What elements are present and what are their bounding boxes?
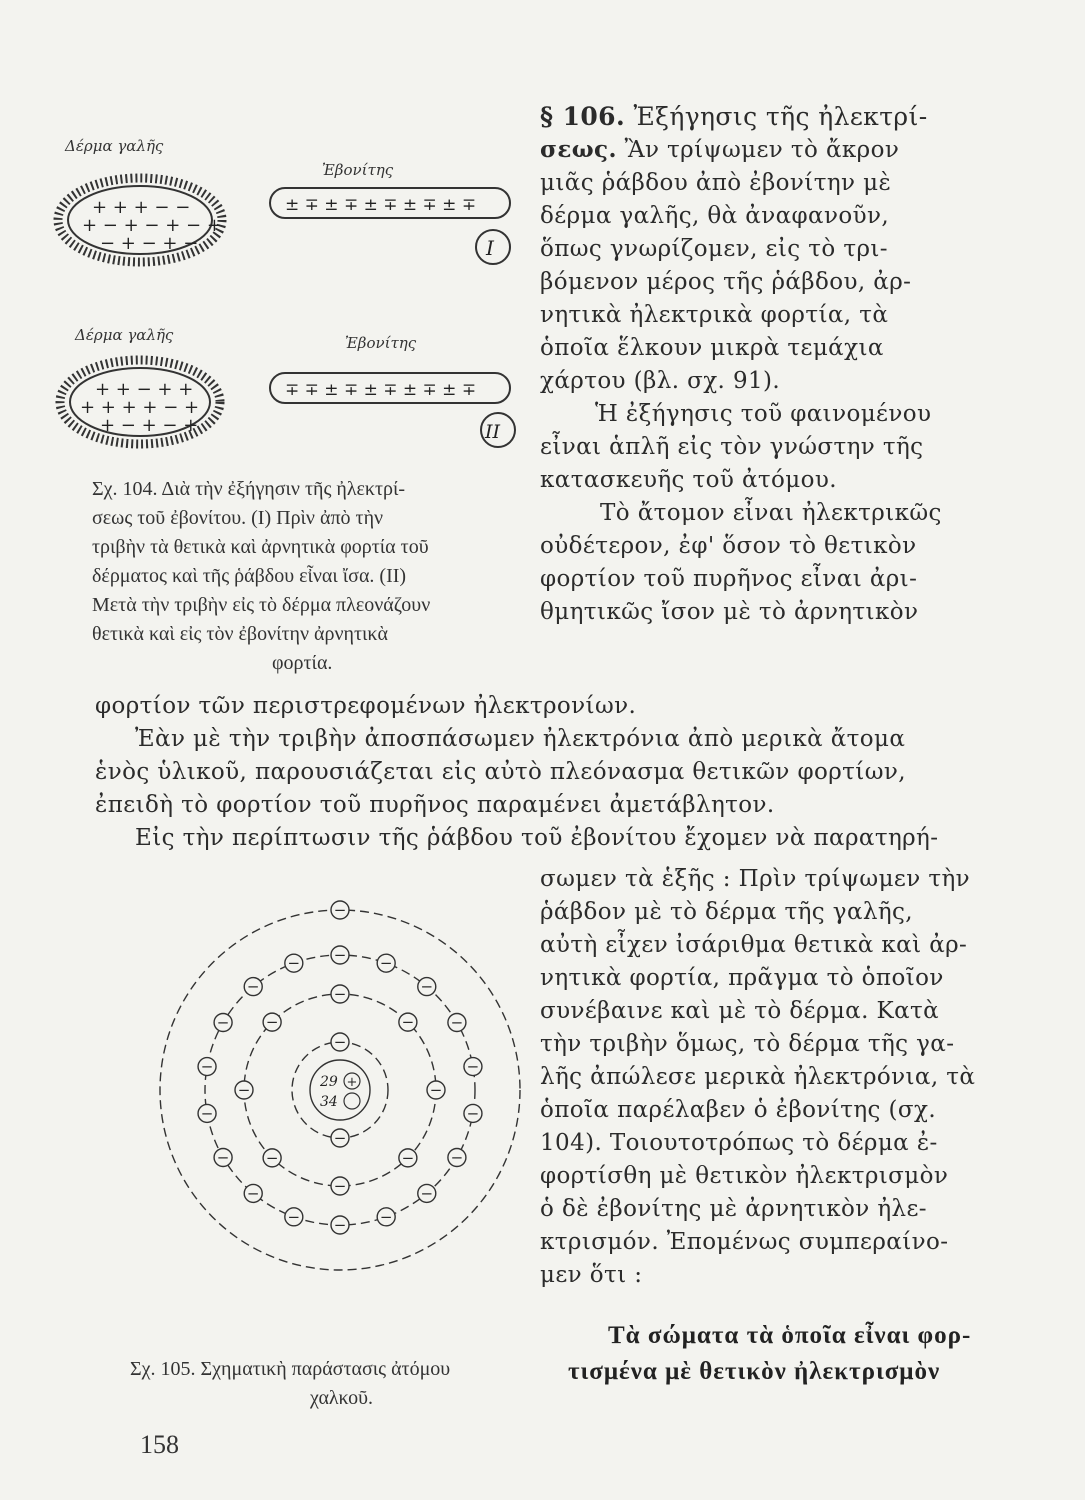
caption-line: Σχ. 104. Διὰ τὴν ἐξήγησιν τῆς ἠλεκτρί- [92,478,406,500]
svg-text:+ + − + +: + + − + + [95,379,194,400]
caption-line: δέρματος καὶ τῆς ῥάβδου εἶναι ἴσα. (II) [92,565,407,587]
electron-symbol: − [420,977,434,996]
paragraph-line: χάρτου (βλ. σχ. 91). [540,368,781,394]
fur-skin-2 [60,360,220,444]
electron-symbol: − [401,1013,415,1032]
caption-line: Σχ. 105. Σχηματικὴ παράστασις ἀτόμου [130,1358,451,1380]
paragraph-line: Ἐὰν μὲ τὴν τριβὴν ἀποσπάσωμεν ἠλεκτρόνια ἀπὸ μερικὰ ἄτομα [135,726,906,752]
paragraph-line: οὐδέτερον, ἐφ' ὅσον τὸ θετικὸν [540,533,917,559]
figure-105-caption [130,1355,580,1413]
paragraph-line: αὐτὴ εἶχεν ἰσάριθμα θετικὰ καὶ ἀρ- [540,932,968,958]
paragraph-line: Ἡ ἐξήγησις τοῦ φαινομένου [595,401,932,427]
section-title-part1: Ἐξήγησις τῆς ἠλεκτρί- [633,102,928,131]
electron-symbol: − [401,1148,415,1167]
electron-symbol: − [333,1216,347,1234]
section-title-part2: σεως. [540,136,617,163]
electron-symbol: − [429,1081,443,1099]
nucleus [310,1060,370,1120]
electron-symbol: − [265,1148,279,1167]
ebonite-rod-1 [270,188,510,218]
paragraph-line: βόμενον μέρος τῆς ῥάβδου, ἀρ- [540,269,912,295]
svg-text:I: I [486,236,494,260]
roman-numeral-2 [481,413,515,447]
paragraph-line: ἑνὸς ὑλικοῦ, παρουσιάζεται εἰς αὐτὸ πλεόνασμα θετικῶν φορτίων, [95,759,906,785]
paragraph-line: τὴν τριβὴν ὅμως, τὸ δέρμα τῆς γα- [540,1031,955,1057]
bold-line: τισμένα μὲ θετικὸν ἠλεκτρισμὸν [568,1358,941,1385]
caption-line: τριβὴν τὰ θετικὰ καὶ ἀρνητικὰ φορτία τοῦ [92,536,429,558]
paragraph-line: νητικὰ φορτία, πρᾶγμα τὸ ὁποῖον [540,965,944,991]
ebonite-label-1: Ἐβονίτης [322,161,394,179]
electron-symbol: − [333,1177,347,1195]
electron-symbol: − [237,1081,251,1099]
fur-label-1: Δέρμα γαλῆς [65,137,164,155]
bold-line: Τὰ σώματα τὰ ὁποῖα εἶναι φορ- [608,1322,972,1349]
electron-symbol: − [287,954,301,973]
svg-text:II: II [485,421,501,443]
electron-symbol: − [450,1013,464,1032]
electron-symbol: − [333,985,347,1003]
svg-text:+ − + − + − +: + − + − + − + [82,215,222,236]
svg-text:∓ ∓ ± ∓ ± ∓ ± ∓ ± ∓: ∓ ∓ ± ∓ ± ∓ ± ∓ ± ∓ [285,380,477,400]
electron-symbol: − [466,1104,480,1123]
electron-symbol: − [216,1148,230,1167]
paragraph-line: ὁ δὲ ἐβονίτης μὲ ἀρνητικὸν ἠλε- [540,1196,927,1222]
figure-104 [40,125,540,685]
caption-line: φορτία. [272,652,333,674]
svg-text:± ∓ ± ∓ ± ∓ ± ∓ ± ∓: ± ∓ ± ∓ ± ∓ ± ∓ ± ∓ [285,195,477,215]
copper-atom-diagram [150,900,530,1280]
paragraph-line: μεν ὅτι : [540,1262,643,1288]
figure-104-caption [92,475,532,678]
paragraph-line: μιᾶς ῥάβδου ἀπὸ ἐβονίτην μὲ [540,170,892,196]
ebonite-rod-2 [270,373,510,403]
electron-symbol: − [379,1207,393,1226]
electron-symbol: − [265,1013,279,1032]
paragraph-line: 104). Τοιουτοτρόπως τὸ δέρμα ἐ- [540,1130,938,1156]
svg-text:+ + + + − +: + + + + − + [80,397,200,418]
lower-right-column [540,863,1060,1292]
svg-text:+ − + − +: + − + − + [100,415,199,436]
caption-line: Μετὰ τὴν τριβὴν εἰς τὸ δέρμα πλεονάζουν [92,594,431,616]
caption-line: χαλκοῦ. [310,1387,373,1409]
paragraph-line: κατασκευῆς τοῦ ἀτόμου. [540,467,837,493]
electron-symbol: − [333,1129,347,1147]
electron-symbol: − [333,901,347,919]
electron-symbol: − [216,1013,230,1032]
fur-skin-1 [58,178,222,262]
paragraph-line: νητικὰ ἠλεκτρικὰ φορτία, τὰ [540,302,889,328]
electron-symbol: − [200,1104,214,1123]
paragraph-line: ὁποῖα ἕλκουν μικρὰ τεμάχια [540,335,884,361]
paragraph-line: δέρμα γαλῆς, θὰ ἀναφανοῦν, [540,203,890,229]
paragraph-line: θμητικῶς ἴσον μὲ τὸ ἀρνητικὸν [540,599,919,625]
paragraph-line: φορτίον τοῦ πυρῆνος εἶναι ἀρι- [540,566,918,592]
electron-symbol: − [333,946,347,964]
electron-symbol: − [379,954,393,973]
paragraph-line: ὅπως γνωρίζομεν, εἰς τὸ τρι- [540,236,888,262]
electron-symbol: − [200,1057,214,1076]
paragraph-line: φορτίσθη μὲ θετικὸν ἠλεκτρισμὸν [540,1163,949,1189]
nucleus-neutron-count: 34 [320,1094,338,1110]
right-column [540,100,1060,629]
electron-symbol: − [246,977,260,996]
section-heading [540,100,1060,133]
fur-label-2: Δέρμα γαλῆς [75,326,174,344]
caption-line: θετικὰ καὶ εἰς τὸν ἐβονίτην ἀρνητικὰ [92,623,388,645]
paragraph-line: Εἰς τὴν περίπτωσιν τῆς ῥάβδου τοῦ ἐβονίτου ἔχομεν νὰ παρατηρή- [135,825,939,851]
paragraph-line: εἶναι ἁπλῆ εἰς τὸν γνώστην τῆς [540,434,924,460]
ebonite-label-2: Ἐβονίτης [345,334,417,352]
paragraph-line: ὁποῖα παρέλαβεν ὁ ἐβονίτης (σχ. [540,1097,937,1123]
figure-105 [150,900,530,1300]
paragraph-line: κτρισμόν. Ἐπομένως συμπεραίνο- [540,1229,949,1255]
roman-numeral-1 [476,230,510,264]
electron-symbol: − [450,1148,464,1167]
first-line-rest: Ἂν τρίψωμεν τὸ ἄκρον [624,137,900,163]
svg-text:− + − + −: − + − + − [100,233,199,254]
bold-statement [568,1318,1068,1390]
electron-symbol: − [287,1207,301,1226]
paragraph-line: ῥάβδον μὲ τὸ δέρμα τῆς γαλῆς, [540,899,914,925]
electron-symbol: − [420,1184,434,1203]
paragraph-line: λῆς ἀπώλεσε μερικὰ ἠλεκτρόνια, τὰ [540,1064,976,1090]
electron-symbol: − [466,1057,480,1076]
paragraph-line: ἐπειδὴ τὸ φορτίον τοῦ πυρῆνος παραμένει ἀμετάβλητον. [95,792,775,818]
section-number: § 106. [540,102,626,131]
figure-104-drawing [40,125,540,465]
electron-symbol: − [333,1033,347,1051]
nucleus-proton-count: 29 [320,1074,338,1090]
paragraph-line: συνέβαινε καὶ μὲ τὸ δέρμα. Κατὰ [540,998,940,1024]
electron-symbol: − [246,1184,260,1203]
paragraph-line: σωμεν τὰ ἑξῆς : Πρὶν τρίψωμεν τὴν [540,866,971,892]
caption-line: σεως τοῦ ἐβονίτου. (I) Πρὶν ἀπὸ τὴν [92,507,384,529]
full-width-paragraph [95,690,1065,855]
paragraph-line: φορτίον τῶν περιστρεφομένων ἠλεκτρονίων. [95,693,637,719]
svg-text:+ + + − −: + + + − − [92,197,191,218]
paragraph-line [540,133,1060,167]
paragraph-line: Τὸ ἄτομον εἶναι ἠλεκτρικῶς [600,500,942,526]
proton-symbol: + [346,1075,358,1090]
page-number: 158 [140,1430,179,1459]
